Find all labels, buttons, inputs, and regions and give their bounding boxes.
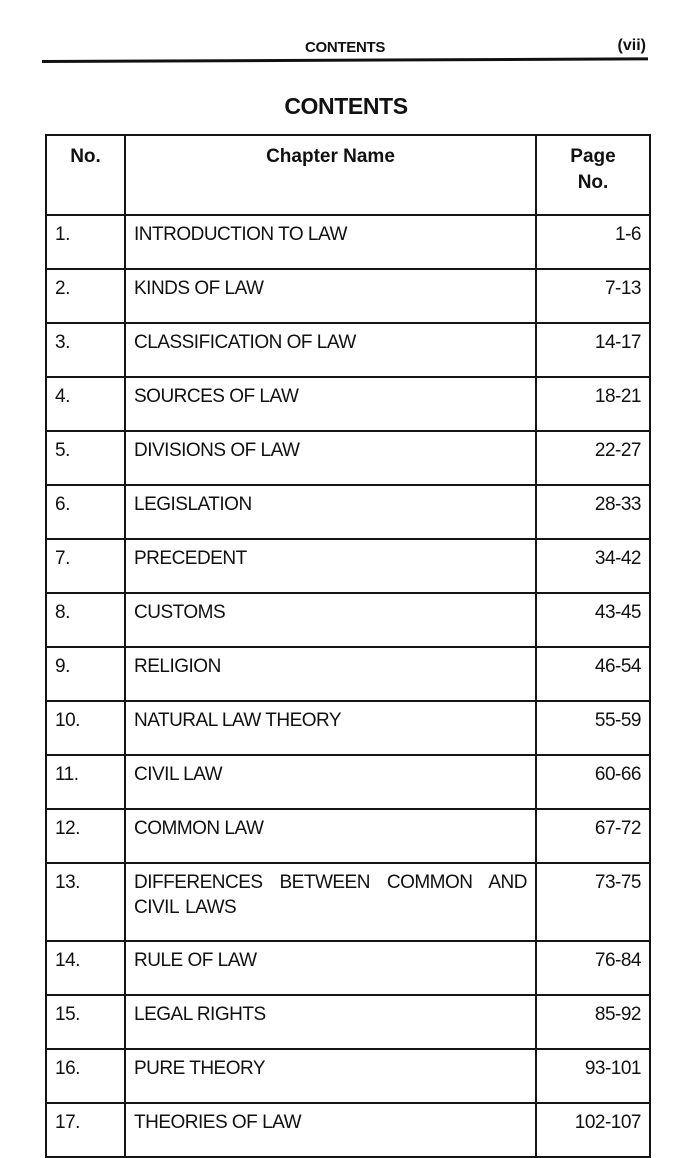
chapter-pages: 46-54 (536, 647, 650, 701)
chapter-number: 11. (46, 755, 125, 809)
chapter-number: 2. (46, 269, 125, 323)
chapter-pages: 28-33 (536, 485, 650, 539)
chapter-number: 6. (46, 485, 125, 539)
page-number: (vii) (617, 37, 646, 54)
chapter-pages: 18-21 (536, 377, 650, 431)
running-header (42, 36, 648, 60)
table-row (46, 755, 650, 809)
chapter-pages: 73-75 (536, 863, 650, 941)
table-row (46, 377, 650, 431)
chapter-name: RELIGION (125, 647, 536, 701)
chapter-number: 3. (46, 323, 125, 377)
table-row (46, 1103, 650, 1157)
table-row (46, 995, 650, 1049)
chapter-number: 13. (46, 863, 125, 941)
chapter-number: 17. (46, 1103, 125, 1157)
chapter-name: THEORIES OF LAW (125, 1103, 536, 1157)
chapter-number: 4. (46, 377, 125, 431)
chapter-number: 12. (46, 809, 125, 863)
chapter-pages: 14-17 (536, 323, 650, 377)
table-header-row (46, 135, 650, 215)
chapter-pages: 34-42 (536, 539, 650, 593)
page-title: CONTENTS (284, 93, 408, 119)
chapter-pages: 1-6 (536, 215, 650, 269)
chapter-name: PRECEDENT (125, 539, 536, 593)
chapter-number: 1. (46, 215, 125, 269)
chapter-number: 8. (46, 593, 125, 647)
table-row (46, 593, 650, 647)
chapter-name: DIFFERENCES BETWEEN COMMON AND CIVIL LAWS (125, 863, 536, 941)
table-row (46, 539, 650, 593)
table-row (46, 431, 650, 485)
chapter-number: 7. (46, 539, 125, 593)
table-row (46, 941, 650, 995)
chapter-number: 16. (46, 1049, 125, 1103)
chapter-name: COMMON LAW (125, 809, 536, 863)
chapter-name: DIVISIONS OF LAW (125, 431, 536, 485)
chapter-number: 5. (46, 431, 125, 485)
table-row (46, 863, 650, 941)
chapter-pages: 76-84 (536, 941, 650, 995)
table-row (46, 647, 650, 701)
chapter-number: 9. (46, 647, 125, 701)
chapter-name: CUSTOMS (125, 593, 536, 647)
chapter-number: 15. (46, 995, 125, 1049)
chapter-pages: 60-66 (536, 755, 650, 809)
table-row (46, 1049, 650, 1103)
chapter-pages: 93-101 (536, 1049, 650, 1103)
table-row (46, 809, 650, 863)
chapter-pages: 85-92 (536, 995, 650, 1049)
chapter-name: RULE OF LAW (125, 941, 536, 995)
chapter-name: KINDS OF LAW (125, 269, 536, 323)
table-row (46, 269, 650, 323)
column-header-page-line1: Page (570, 146, 616, 167)
chapter-pages: 22-27 (536, 431, 650, 485)
table-row (46, 485, 650, 539)
chapter-name: NATURAL LAW THEORY (125, 701, 536, 755)
chapter-pages: 55-59 (536, 701, 650, 755)
chapter-name: PURE THEORY (125, 1049, 536, 1103)
chapter-name: CIVIL LAW (125, 755, 536, 809)
chapter-pages: 67-72 (536, 809, 650, 863)
running-header-title: CONTENTS (304, 39, 386, 56)
chapter-name: INTRODUCTION TO LAW (125, 215, 536, 269)
column-header-no: No. (46, 135, 125, 215)
chapter-name: SOURCES OF LAW (125, 377, 536, 431)
chapter-name: LEGISLATION (125, 485, 536, 539)
column-header-page-no (536, 135, 650, 215)
table-row (46, 701, 650, 755)
chapter-name: LEGAL RIGHTS (125, 995, 536, 1049)
chapter-number: 14. (46, 941, 125, 995)
chapter-pages: 7-13 (536, 269, 650, 323)
table-row (46, 215, 650, 269)
chapter-number: 10. (46, 701, 125, 755)
column-header-page-line2: No. (577, 172, 609, 193)
chapter-pages: 43-45 (536, 593, 650, 647)
contents-table (45, 134, 651, 1158)
table-row (46, 323, 650, 377)
column-header-chapter-name: Chapter Name (125, 135, 536, 215)
chapter-name: CLASSIFICATION OF LAW (125, 323, 536, 377)
chapter-pages: 102-107 (536, 1103, 650, 1157)
